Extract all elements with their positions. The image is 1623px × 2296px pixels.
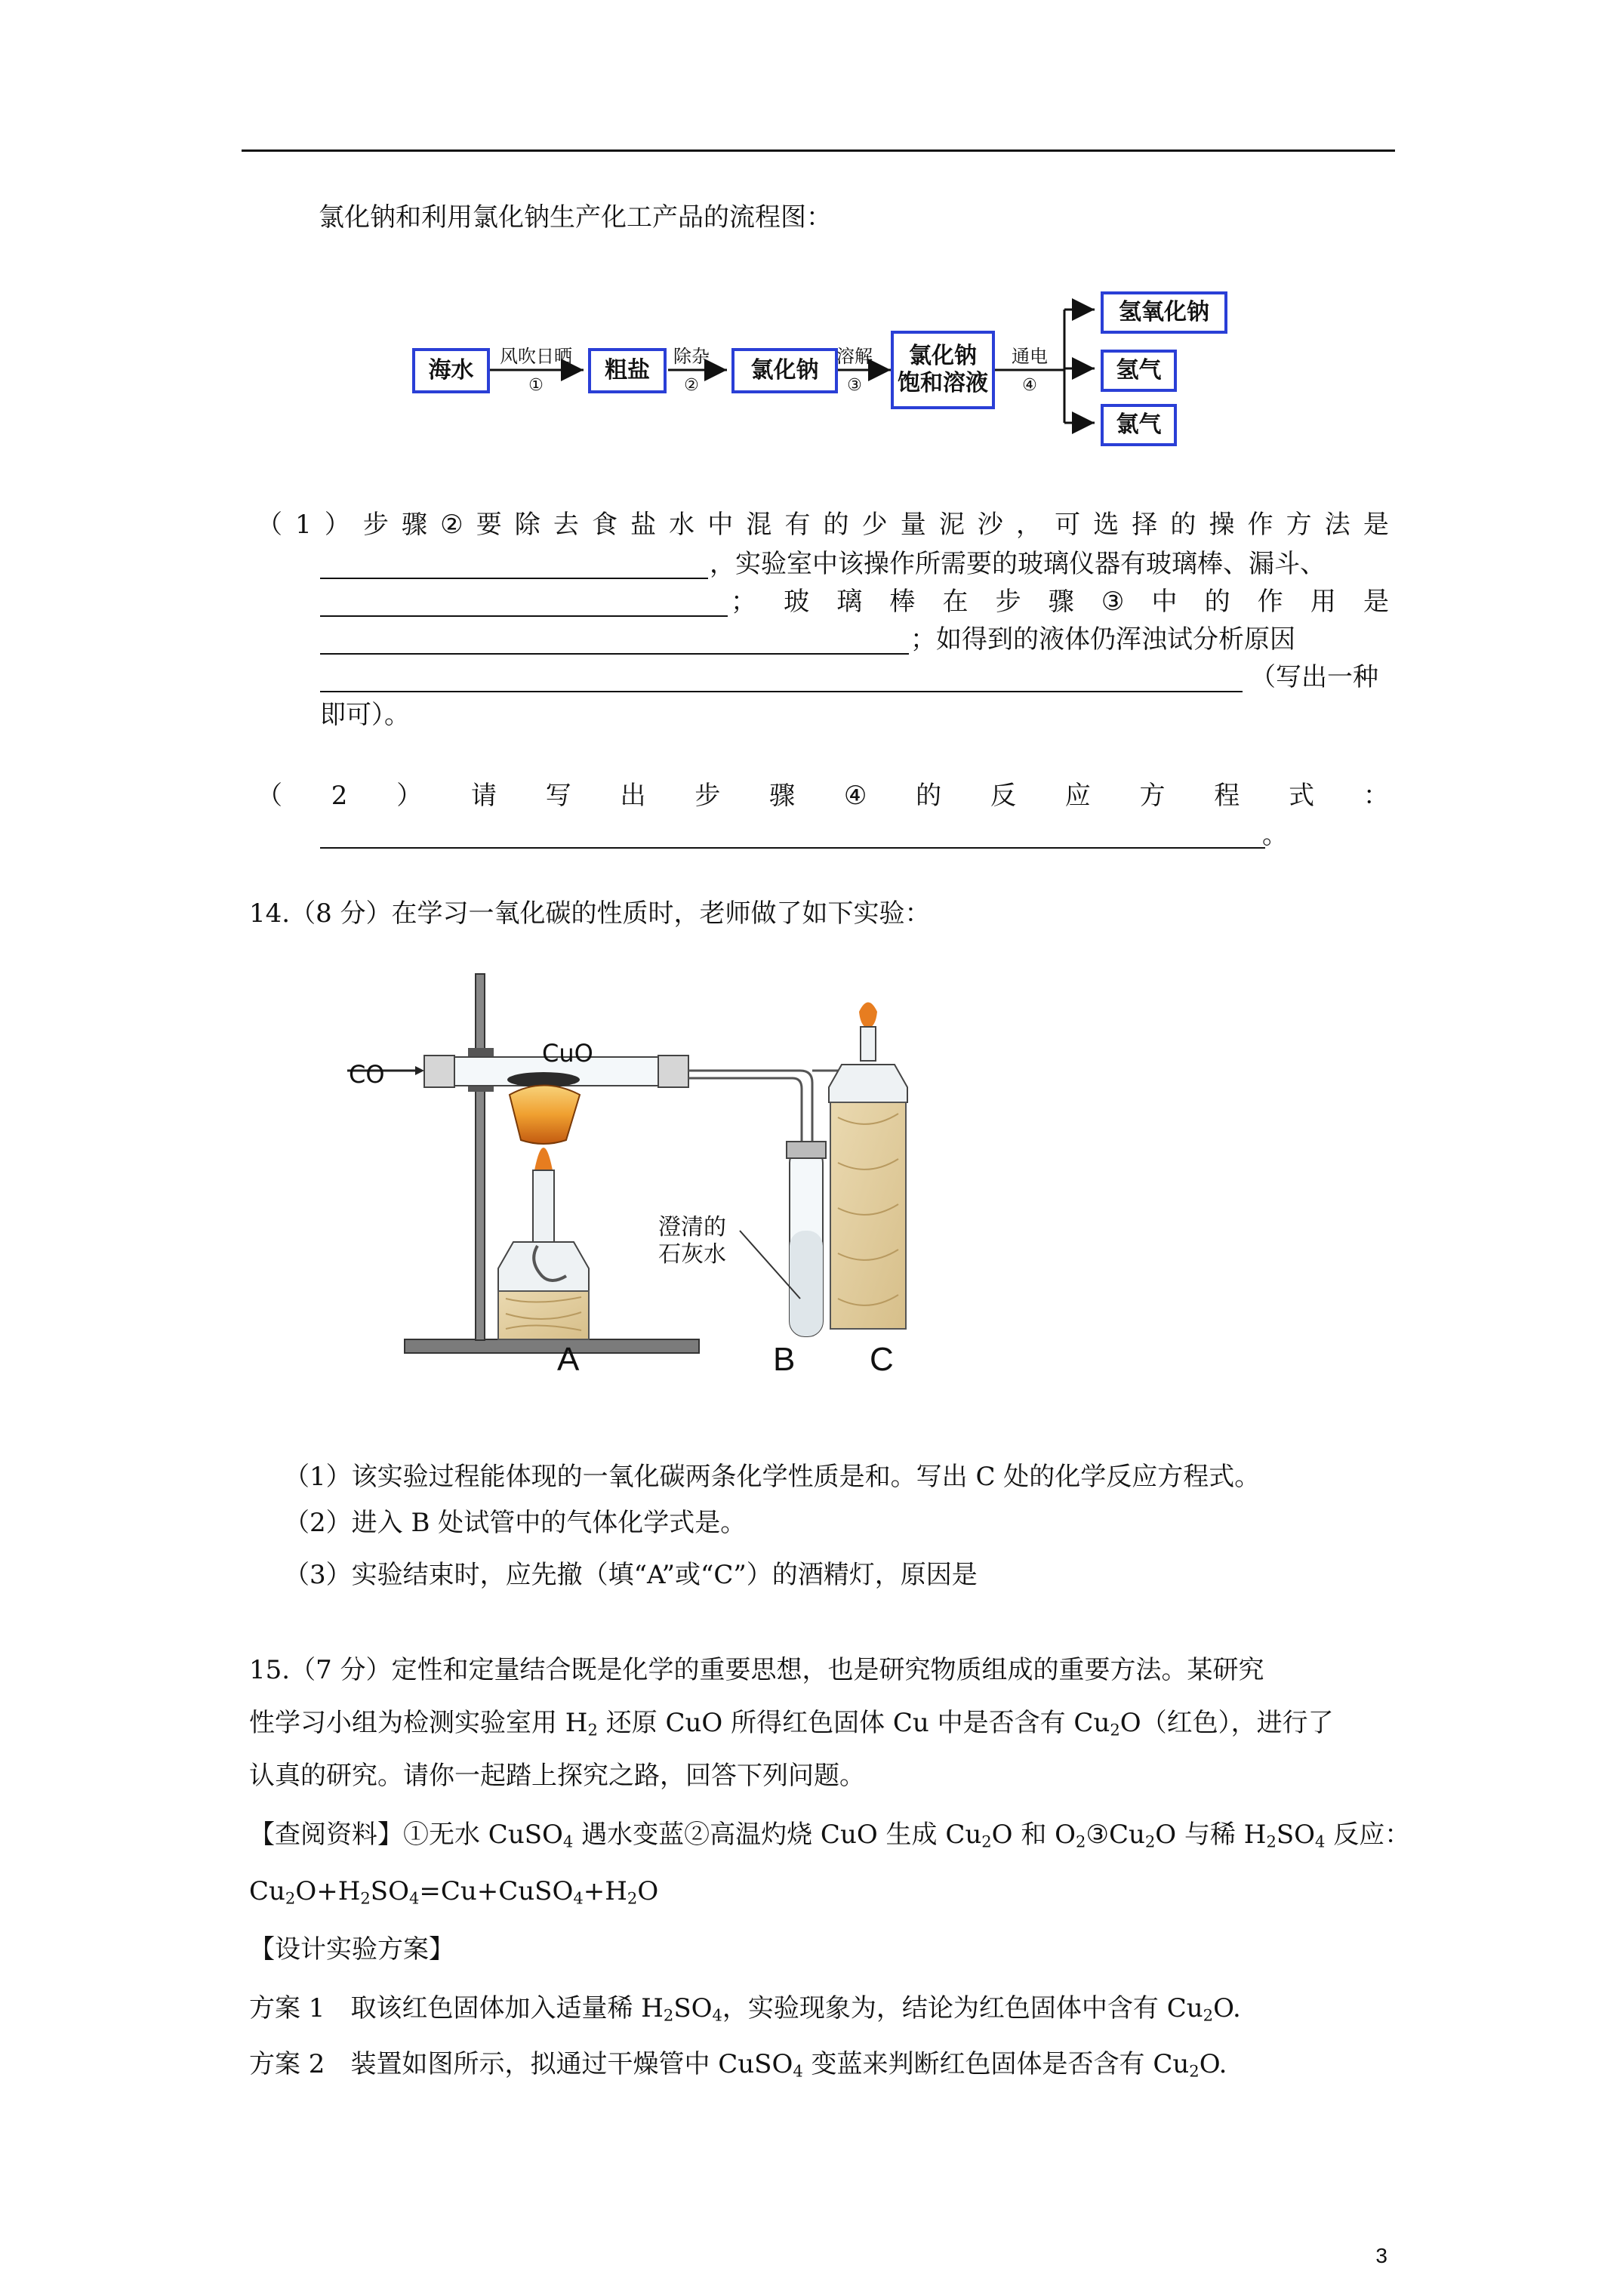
label-c: C (870, 1341, 894, 1378)
answer-blank-1[interactable] (320, 578, 708, 579)
q15-line7: 方案 1 取该红色固体加入适量稀 $H_2SO_4$，实验现象为，结论为红色固体中含有 $Cu_2O$. (249, 1993, 1241, 2025)
step3-label: 溶解 (836, 346, 873, 367)
apparatus-drawing (340, 944, 944, 1397)
q15-line4: 【查阅资料】①无水 CuSO$_4$ 遇水变蓝②高温灼烧 CuO 生成 $Cu_2O$ 和 $O_2③Cu_2O$ 与稀 $H_2SO_4$ 反应： (249, 1820, 1411, 1851)
q13-part1-line3: ； 玻 璃 棒 在 步 骤 ③ 中 的 作 用 是 (731, 587, 1389, 617)
step2-label: 除杂 (673, 346, 710, 367)
q13-part2-line1: （ 2 ） 请 写 出 步 骤 ④ 的 反 应 方 程 式 ： (257, 781, 1389, 811)
page-number: 3 (1375, 2244, 1387, 2267)
answer-blank-3[interactable] (320, 653, 909, 655)
step3-number: ③ (847, 376, 862, 395)
wood-block-c (830, 1102, 906, 1329)
q15-line5: $Cu_2O+H_2SO_4=Cu+CuSO_4+H_2O$ (249, 1876, 659, 1908)
label-cuo: CuO (542, 1039, 593, 1068)
q15-line3: 认真的研究。请你一起踏上探究之路，回答下列问题。 (249, 1761, 865, 1791)
q15-line1: 15.（7 分）定性和定量结合既是化学的重要思想，也是研究物质组成的重要方法。某研究 (249, 1655, 1264, 1685)
q13-part1-line1: （ 1 ） 步 骤 ② 要 除 去 食 盐 水 中 混 有 的 少 量 泥 沙 ， 可 选 择 的 操 作 方 法 是 (257, 510, 1389, 540)
q14-sub2: （2）进入 B 处试管中的气体化学式是。 (284, 1508, 747, 1538)
q15-line2: 性学习小组为检测实验室用 $H_2$ 还原 CuO 所得红色固体 Cu 中是否含有 $Cu_2O$（红色），进行了 (249, 1708, 1334, 1740)
flowchart-intro: 氯化钠和利用氯化钠生产化工产品的流程图： (319, 202, 832, 233)
step4-number: ④ (1022, 376, 1037, 395)
q14-sub3: （3）实验结束时，应先撤（填“A”或“C”）的酒精灯，原因是 (284, 1560, 978, 1590)
step1-label: 风吹日晒 (500, 346, 572, 367)
answer-blank-5[interactable] (320, 847, 1265, 849)
q13-part1-line2: ，实验室中该操作所需要的玻璃仪器有玻璃棒、漏斗、 (710, 549, 1326, 579)
step2-number: ② (684, 376, 699, 395)
q13-part1-line6: 即可）。 (320, 700, 410, 730)
lamp-a (498, 1242, 589, 1291)
box-chlorine: 氯气 (1101, 404, 1177, 446)
answer-blank-4[interactable] (320, 691, 1243, 692)
label-b: B (773, 1341, 796, 1378)
stand-base (405, 1339, 699, 1353)
label-co: CO (349, 1060, 385, 1089)
step4-label: 通电 (1012, 346, 1048, 367)
step1-number: ① (528, 376, 544, 395)
q15-line8: 方案 2 装置如图所示，拟通过干燥管中 CuSO$_4$ 变蓝来判断红色固体是否含有 $Cu_2O$. (249, 2049, 1227, 2081)
answer-blank-2[interactable] (320, 615, 728, 617)
q13-part1-line5: （写出一种 (1250, 662, 1378, 692)
q15-line6: 【设计实验方案】 (249, 1934, 454, 1965)
lamp-a-flame (510, 1086, 580, 1145)
q13-part2-end: 。 (1262, 820, 1288, 850)
box-saturated-solution-line1: 氯化钠 (909, 343, 977, 369)
box-sodium-chloride: 氯化钠 (731, 348, 838, 393)
box-seawater: 海水 (412, 348, 490, 393)
lamp-c-flame (859, 1003, 877, 1029)
flowchart-arrows (0, 0, 1623, 468)
label-limewater: 澄清的 石灰水 (658, 1214, 726, 1268)
lamp-c (829, 1065, 907, 1102)
box-saturated-solution-line2: 饱和溶液 (898, 370, 988, 396)
box-sodium-hydroxide: 氢氧化钠 (1101, 291, 1227, 334)
q13-part1-line4: ；如得到的液体仍浑浊试分析原因 (910, 624, 1295, 655)
box-hydrogen: 氢气 (1101, 350, 1177, 392)
box-crude-salt: 粗盐 (588, 348, 667, 393)
stand-rod (476, 974, 485, 1340)
box-saturated-solution (891, 331, 995, 409)
label-a: A (557, 1341, 580, 1378)
q14-stem: 14.（8 分）在学习一氧化碳的性质时，老师做了如下实验： (249, 898, 931, 929)
q14-sub1: （1）该实验过程能体现的一氧化碳两条化学性质是和。写出 C 处的化学反应方程式。 (284, 1462, 1261, 1492)
